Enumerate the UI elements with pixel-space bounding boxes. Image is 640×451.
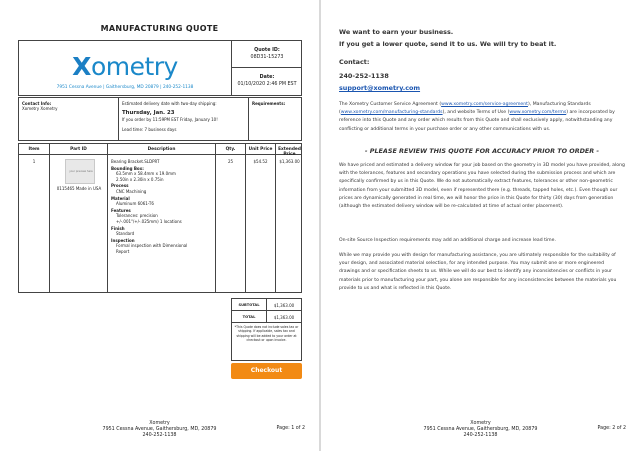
earn-business-line: We want to earn your business.: [339, 28, 454, 36]
terms-text-3: ), and website Terms of Use (: [442, 110, 510, 116]
date-value: 01/10/2020 2:46 PM EST: [237, 82, 297, 87]
support-email-link[interactable]: support@xometry.com: [339, 84, 421, 92]
shipping-info: [119, 98, 249, 140]
cell-extended-price: $1,363.00: [279, 159, 300, 164]
header-part-id: Part ID: [70, 147, 87, 152]
ship-date: Thursday, Jan. 23: [122, 110, 175, 116]
feature-2: +/-.001"/+/-.025mm) 1 locations: [116, 218, 182, 224]
subtotal-row: [232, 299, 301, 311]
date-label: Date:: [259, 75, 275, 80]
contact-name: Xometry Xometry: [22, 106, 58, 111]
bbox-metric: 63.5mm x 58.4mm x 19.0mm: [116, 171, 176, 177]
footer-address: 7951 Cessna Avenue, Gaithersburg, MD, 20879: [102, 427, 217, 432]
terms-paragraph: [339, 101, 625, 134]
line-items-table: [18, 143, 302, 293]
inspection-value-1: Formal inspection with Dimensional: [116, 243, 188, 249]
inspection-paragraph: On-site Source Inspection requirements may add an additional charge and increase lead time.: [339, 238, 556, 243]
header-item: Item: [28, 147, 40, 152]
finish-label: Finish: [111, 225, 125, 231]
requirements-label: Requirements:: [252, 101, 286, 106]
ship-intro: Estimated delivery date with two-day shipping:: [122, 101, 217, 106]
contact-info: [19, 98, 119, 140]
date-cell: [232, 68, 302, 95]
terms-text-2: ), Manufacturing Standards (: [339, 102, 591, 116]
cell-qty: 25: [227, 159, 234, 164]
subtotal-value: $1,363.00: [266, 299, 301, 310]
cell-part-id: 0115465 Made in USA: [56, 186, 102, 191]
column-unit-price: [245, 144, 275, 292]
design-responsibility-paragraph: While we may provide you with design for manufacturing assistance, you are ultimately responsible for the suitability of your design, and associated material selection, for any intended purpose. You may submit one or more engineered drawings and or specification sheets to us. While we will do our best to identify any inconsistencies or conflicts in your materials prior to manufacturing your part, you alone are responsible for any inconsistencies between the materials you provide to us and what is reflected in this Quote.: [339, 253, 617, 291]
total-row: [232, 311, 301, 323]
totals-box: [231, 298, 302, 361]
header-unit-price: Unit Price: [248, 147, 273, 152]
logo-mark: X: [72, 52, 91, 81]
quote-page-1: [0, 0, 319, 451]
pricing-paragraph: We have priced and estimated a delivery window for your job based on the geometry in 3D model you have provided, along with the tolerances, features and secondary operations you have selected during the submission process and which are specifically confirmed by us in this Quote. We do not automatically extract features, tolerances or other non-geometric information from your submitted 3D model, even if represented there (e.g. threads, tapped holes, etc.). Even though our prices are dynamically generated in real time, we will honor the price in this Quote for thirty (30) days from generation (although the estimated delivery window will be re-calculated at time of actual order placement).: [339, 163, 625, 210]
material-label: Material: [111, 195, 130, 201]
footer-phone: 240-252-1138: [142, 433, 177, 438]
quote-header-box: [18, 40, 302, 96]
total-value: $1,363.00: [266, 311, 301, 322]
bbox-imperial: 2.50in x 2.30in x 0.75in: [116, 176, 164, 182]
page-number: Page: 1 of 2: [276, 426, 305, 431]
column-item: [19, 144, 49, 292]
logo-cell: [19, 41, 231, 95]
footer-phone-2: 240-252-1138: [463, 433, 498, 438]
process-label: Process: [111, 183, 129, 189]
part-name: Bearing Bracket.SLDPRT: [111, 159, 160, 164]
cell-description: [111, 159, 213, 255]
page-footer: [0, 421, 319, 439]
ship-deadline: If you order by 11:59PM EST Friday, January 10!: [122, 117, 218, 122]
header-description: Description: [147, 147, 176, 152]
tax-shipping-note: *This Quote does not include sales tax or shipping. If applicable, sales tax and shipping will be added to your order at checkout or upon invoice.: [234, 325, 299, 342]
total-label: TOTAL: [242, 314, 256, 319]
page-number-2: Page: 2 of 2: [597, 426, 626, 431]
footer-company: Xometry: [149, 421, 170, 426]
page-footer-2: [321, 421, 640, 439]
thumbnail-caption: your preview here: [69, 170, 93, 173]
logo-wordmark: ometry: [90, 52, 178, 81]
process-value: CNC Machining: [116, 188, 147, 194]
finish-value: Standard: [116, 231, 135, 237]
column-part-id: [49, 144, 107, 292]
header-qty: Qty.: [225, 147, 236, 152]
contact-phone: 240-252-1138: [339, 72, 389, 80]
part-thumbnail: [65, 159, 95, 184]
page-title: MANUFACTURING QUOTE: [100, 24, 219, 33]
quote-page-2: [321, 0, 640, 451]
company-address: 7951 Cessna Avenue | Gaithersburg, MD 20879 | 240-252-1138: [56, 85, 194, 90]
footer-address-2: 7951 Cessna Avenue, Gaithersburg, MD, 20879: [423, 427, 538, 432]
inspection-value-2: Report: [116, 248, 130, 254]
checkout-button[interactable]: Checkout: [231, 363, 302, 379]
service-agreement-link[interactable]: www.xometry.com/service-agreement: [441, 102, 528, 107]
quote-id-cell: [232, 41, 302, 68]
terms-text-4: ) are incorporated by reference into this Quote and any order which results from this Quote and shall exclusively apply, notwithstanding any conflicting or additional terms in your purchase order or any other communications with us.: [339, 110, 615, 132]
quote-meta: [231, 41, 301, 95]
column-qty: [215, 144, 245, 292]
contact-label: Contact Info:: [22, 101, 52, 106]
quote-id-label: Quote ID:: [254, 48, 280, 53]
header-extended-price: Extended Price: [278, 147, 301, 157]
beat-quote-line: If you get a lower quote, send it to us. We will try to beat it.: [339, 40, 557, 48]
column-description: [107, 144, 215, 292]
manufacturing-standards-link[interactable]: www.xometry.com/manufacturing-standards: [340, 110, 443, 116]
xometry-logo: [19, 52, 231, 81]
footer-company-2: Xometry: [470, 421, 491, 426]
quote-id-value: 08D31-15273: [250, 55, 284, 60]
column-extended-price: [275, 144, 303, 292]
quote-info-box: [18, 97, 302, 141]
cell-unit-price: $54.52: [253, 159, 268, 164]
bbox-label: Bounding Box:: [111, 165, 144, 171]
inspection-label: Inspection: [111, 237, 135, 243]
terms-text-1: The Xometry Customer Service Agreement (: [339, 102, 442, 107]
material-value: Aluminum 6061-T6: [116, 201, 154, 207]
contact-heading: Contact:: [339, 58, 370, 66]
review-notice: - PLEASE REVIEW THIS QUOTE FOR ACCURACY PRIOR TO ORDER -: [364, 147, 600, 155]
features-label: Features: [111, 207, 131, 213]
feature-1: Tolerances: precision: [116, 213, 158, 219]
cell-item: 1: [32, 159, 36, 164]
subtotal-label: SUBTOTAL: [238, 302, 260, 307]
lead-time: Lead time: 7 business days: [122, 127, 177, 132]
terms-of-use-link[interactable]: www.xometry.com/terms: [509, 110, 567, 116]
requirements: [249, 98, 301, 140]
